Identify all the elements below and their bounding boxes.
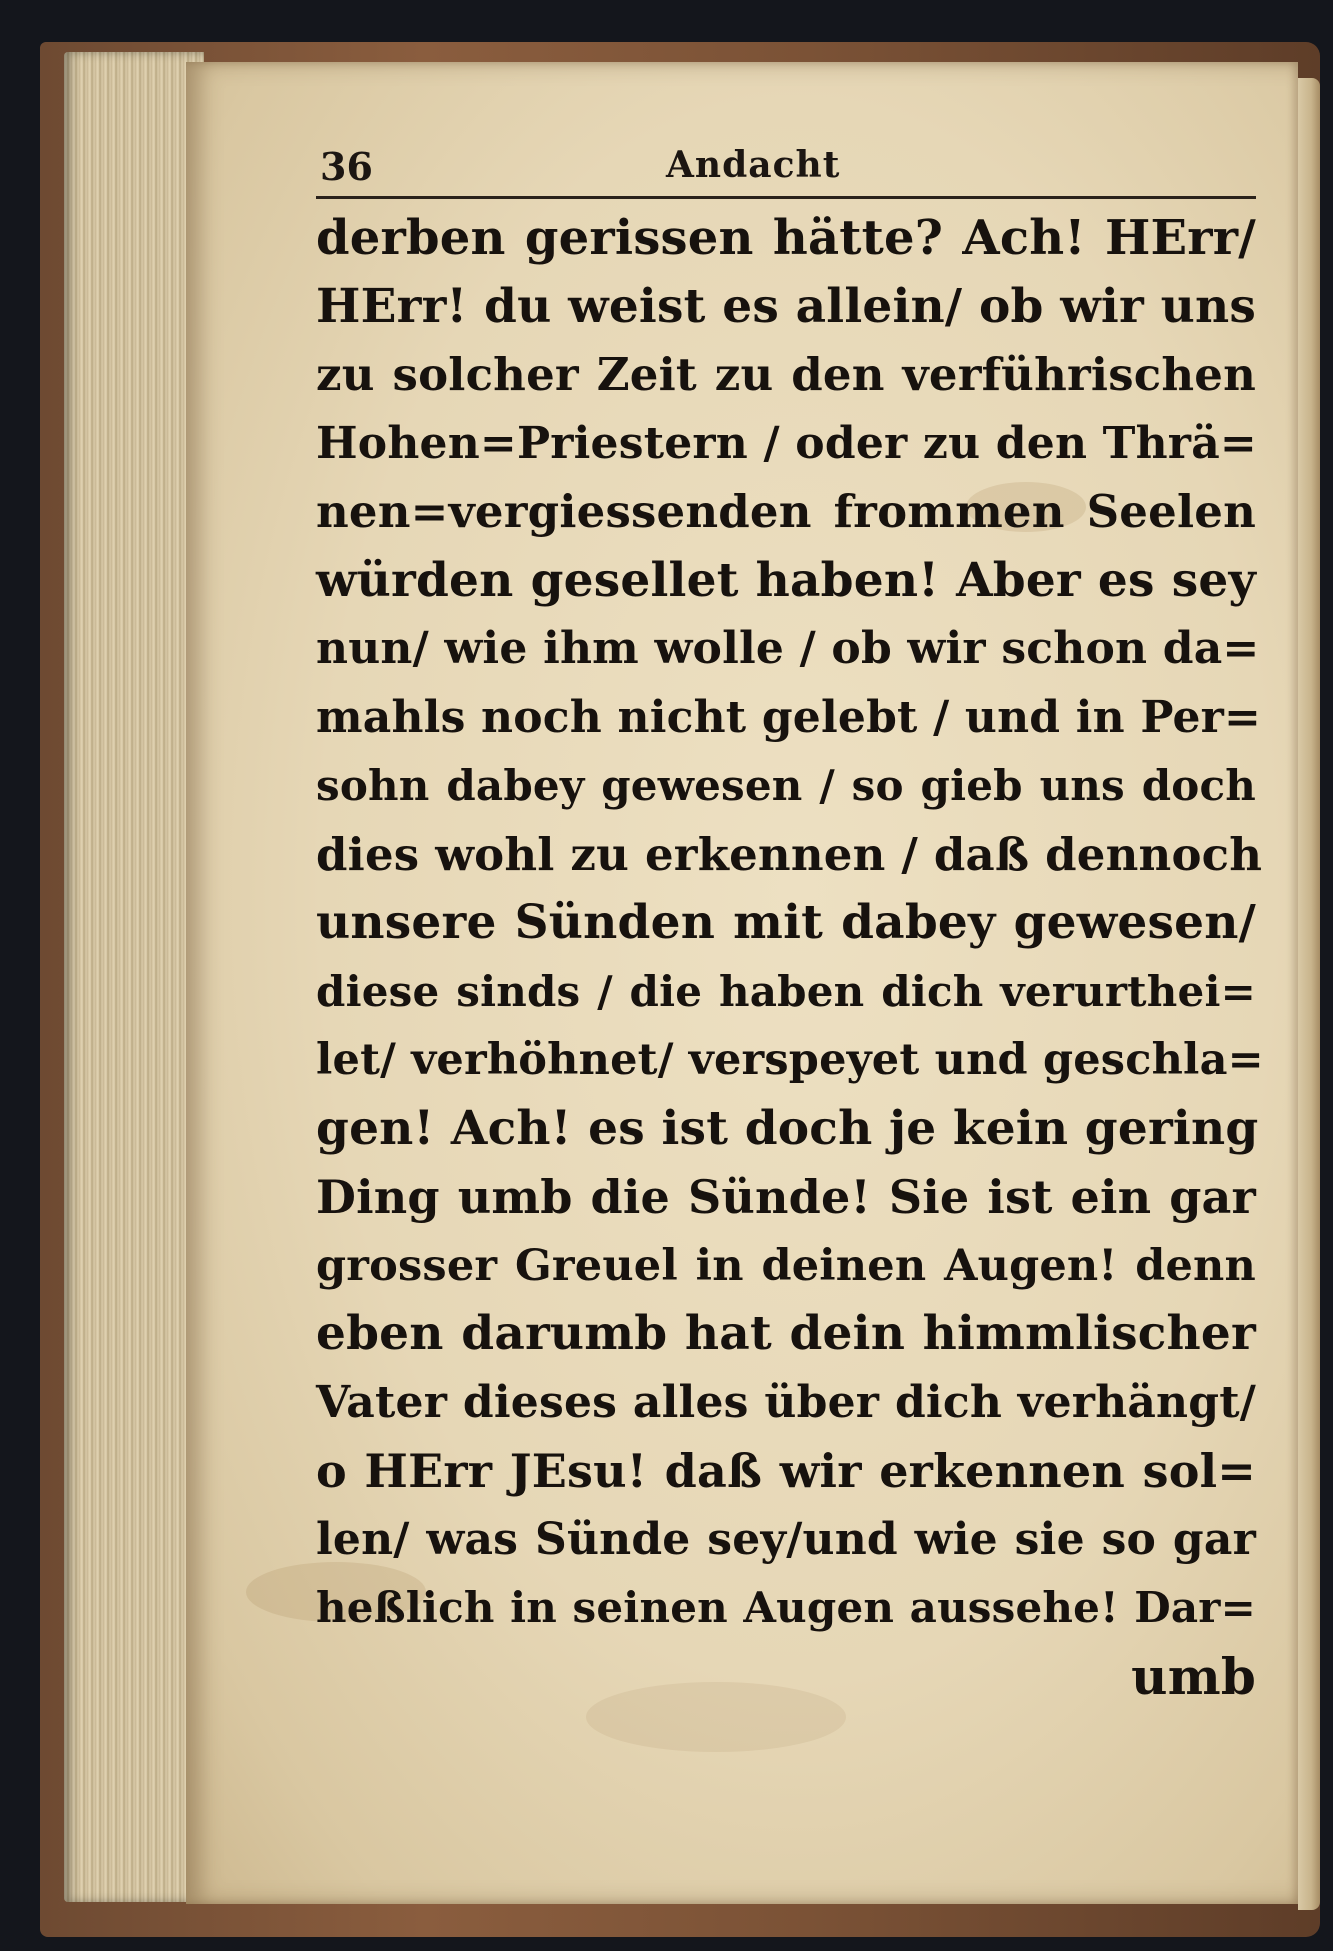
text-line: diese sinds / die haben dich verurthei= bbox=[316, 966, 1256, 1016]
text-line: Vater dieses alles über dich verhängt/ bbox=[316, 1376, 1256, 1428]
text-line: zu solcher Zeit zu den verführischen bbox=[316, 348, 1256, 401]
text-line: derben gerissen hätte? Ach! HErr/ bbox=[316, 210, 1256, 266]
facing-page-edge bbox=[1298, 78, 1320, 1910]
text-line: unsere Sünden mit dabey gewesen/ bbox=[316, 895, 1256, 950]
running-head: Andacht bbox=[666, 144, 841, 186]
catchword: umb bbox=[1131, 1646, 1256, 1706]
text-line: len/ was Sünde sey/und wie sie so gar bbox=[316, 1513, 1256, 1565]
text-line: Ding umb die Sünde! Sie ist ein gar bbox=[316, 1170, 1256, 1224]
text-line: nun/ wie ihm wolle / ob wir schon da= bbox=[316, 623, 1260, 674]
text-line: let/ verhöhnet/ verspeyet und geschla= bbox=[316, 1035, 1264, 1085]
body-text bbox=[316, 204, 1264, 1711]
text-line: heßlich in seinen Augen aussehe! Dar= bbox=[316, 1583, 1256, 1632]
text-line: würden gesellet haben! Aber es sey bbox=[316, 552, 1256, 608]
text-line: eben darumb hat dein himmlischer bbox=[316, 1306, 1256, 1361]
text-line: HErr! du weist es allein/ ob wir uns bbox=[316, 278, 1256, 334]
text-line: dies wohl zu erkennen / daß dennoch bbox=[316, 827, 1263, 881]
text-line: nen=vergiessenden frommen Seelen bbox=[316, 485, 1256, 538]
text-line: o HErr JEsu! daß wir erkennen sol= bbox=[316, 1444, 1256, 1498]
text-line: sohn dabey gewesen / so gieb uns doch bbox=[316, 761, 1256, 810]
text-line: gen! Ach! es ist doch je kein gering bbox=[316, 1100, 1259, 1156]
page-header bbox=[316, 138, 1256, 198]
page-edges bbox=[64, 52, 204, 1902]
text-line: mahls noch nicht gelebt / und in Per= bbox=[316, 691, 1262, 743]
text-line: grosser Greuel in deinen Augen! denn bbox=[316, 1240, 1256, 1291]
text-line: Hohen=Priestern / oder zu den Thrä= bbox=[316, 417, 1257, 469]
page-number: 36 bbox=[320, 144, 373, 189]
header-rule bbox=[316, 196, 1256, 199]
